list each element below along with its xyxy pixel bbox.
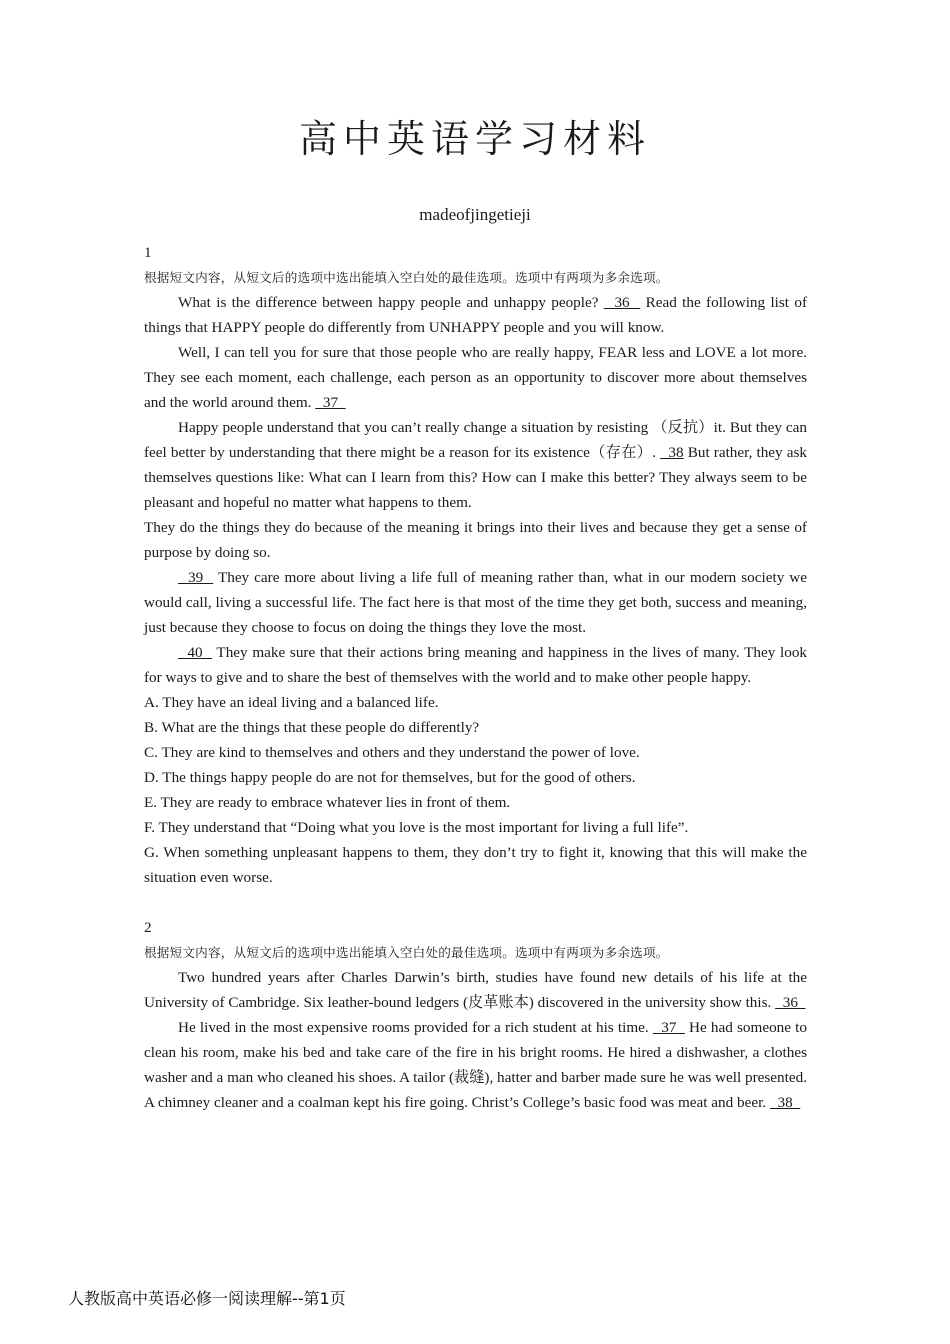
paragraph: What is the difference between happy people and unhappy people? 36 Read the following list of things that HAPPY people do differently from UNHAPPY people and you will know.: [144, 294, 808, 336]
answer-blank-38: 38: [660, 444, 684, 461]
answer-blank-37: 37: [315, 394, 346, 411]
answer-blank-36: 36: [603, 294, 641, 311]
option-a: A. They have an ideal living and a balanced life.: [144, 694, 439, 711]
option-b: B. What are the things that these people do differently?: [144, 719, 480, 736]
paragraph: Two hundred years after Charles Darwin’s birth, studies have found new details of his life at the University of Cambridge. Six leather-bound ledgers (皮革账本) discovered in the university show this. 36: [144, 969, 807, 1011]
option-g: G. When something unpleasant happens to them, they don’t try to fight it, knowing that this will make the situation even worse.: [144, 844, 807, 886]
answer-blank-37: 37: [652, 1019, 685, 1036]
document-title: 高中英语学习材料: [298, 117, 651, 161]
section-number: 1: [144, 244, 152, 261]
option-c: C. They are kind to themselves and others and they understand the power of love.: [144, 744, 640, 761]
option-f: F. They understand that “Doing what you love is the most important for living a full life”.: [144, 819, 689, 836]
option-d: D. The things happy people do are not for themselves, but for the good of others.: [144, 769, 636, 786]
section-number: 2: [144, 919, 152, 936]
section-instruction: 根据短文内容，从短文后的选项中选出能填入空白处的最佳选项。选项中有两项为多余选项。: [144, 945, 669, 960]
paragraph: 39 They care more about living a life full of meaning rather than, what in our modern society we would call, living a successful life. The fact here is that most of the time they get both, success and meaning, just because they choose to focus on doing the things they love the most.: [144, 569, 808, 636]
paragraph: Happy people understand that you can’t really change a situation by resisting （反抗）it. But they can feel better by understanding that there might be a reason for its existence（存在）. 38 But rather, they ask themselves questions like: What can I learn from this? How can I make this better? They always seem to be pleasant and hopeful no matter what happens to them.: [144, 419, 808, 511]
section-instruction: 根据短文内容，从短文后的选项中选出能填入空白处的最佳选项。选项中有两项为多余选项。: [144, 270, 669, 285]
paragraph: Well, I can tell you for sure that those people who are really happy, FEAR less and LOVE a lot more. They see each moment, each challenge, each person as an opportunity to discover more about themselves and the world around them. 37: [144, 344, 807, 411]
paragraph: They do the things they do because of the meaning it brings into their lives and because they get a sense of purpose by doing so.: [144, 519, 807, 561]
answer-blank-40: 40: [178, 644, 212, 661]
answer-blank-39: 39: [178, 569, 214, 586]
document-subtitle: madeofjingetieji: [419, 205, 531, 224]
answer-blank-38: 38: [769, 1094, 801, 1111]
paragraph: 40 They make sure that their actions bring meaning and happiness in the lives of many. They look for ways to give and to share the best of themselves with the world and to make other people happy.: [144, 644, 808, 686]
option-e: E. They are ready to embrace whatever lies in front of them.: [144, 794, 511, 811]
answer-blank-36: 36: [775, 994, 806, 1011]
page-footer: 人教版高中英语必修一阅读理解--第1页: [68, 1289, 346, 1308]
document-body: [144, 240, 807, 1115]
paragraph: He lived in the most expensive rooms provided for a rich student at his time. 37 He had someone to clean his room, make his bed and take care of the fire in his bright rooms. He hired a dishwasher, a clothes washer and a man who cleaned his shoes. A tailor (裁缝), hatter and barber made sure he was well presented. A chimney cleaner and a coalman kept his fire going. Christ’s College’s basic food was meat and beer. 38: [144, 1019, 807, 1111]
section-gap: [144, 890, 807, 915]
